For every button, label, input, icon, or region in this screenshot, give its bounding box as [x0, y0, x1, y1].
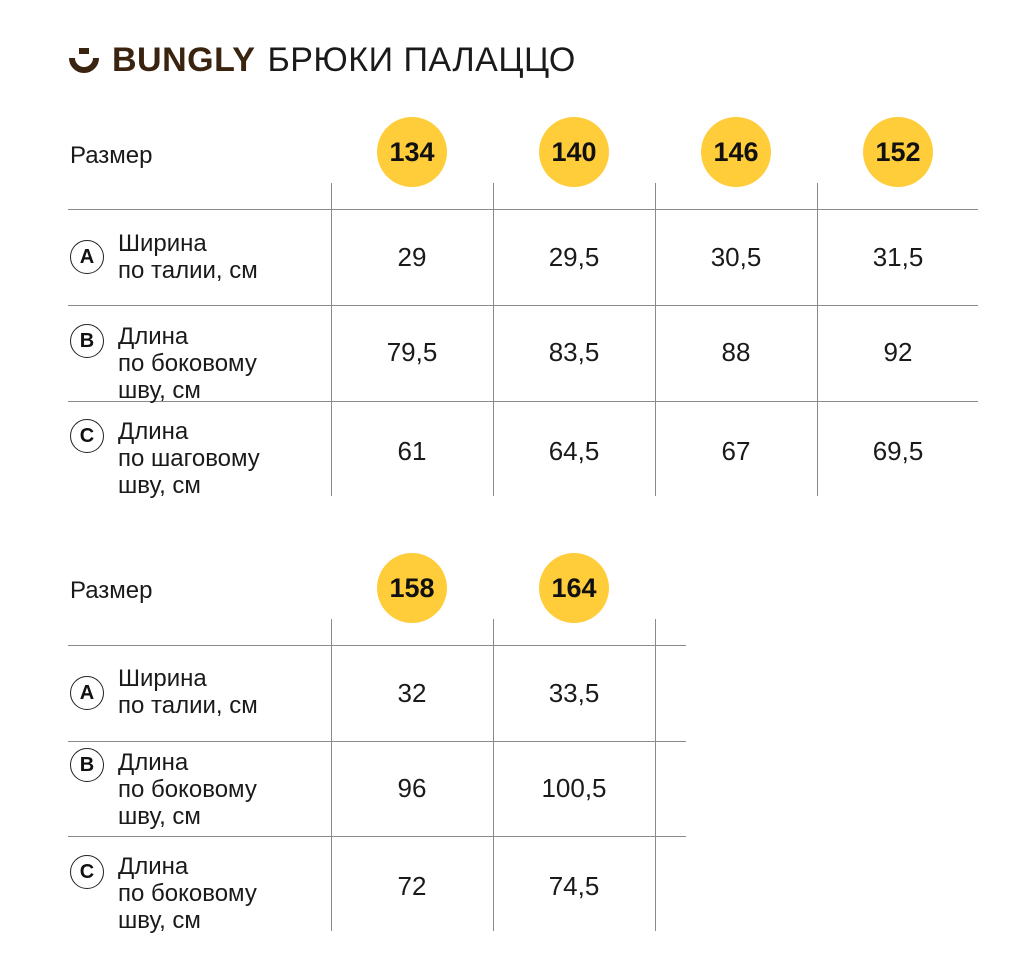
row-divider: [68, 836, 686, 837]
table-cell: 83,5: [548, 337, 600, 367]
table-cell: 61: [397, 436, 427, 466]
table-cell: 79,5: [386, 337, 438, 367]
table-cell: 69,5: [872, 436, 924, 466]
row-label: [118, 749, 257, 830]
table-cell: 88: [721, 337, 751, 367]
column-divider: [655, 619, 656, 931]
row-label-line: Длина: [118, 323, 189, 350]
row-label: [118, 665, 258, 719]
table-cell: 29: [397, 242, 427, 272]
row-label-line: Ширина: [118, 665, 207, 692]
row-letter-a: A: [70, 676, 104, 710]
table-cell: 32: [397, 678, 427, 708]
row-label-line: Длина: [118, 418, 189, 445]
header: [68, 38, 576, 82]
row-label-line: по боковому: [118, 776, 257, 803]
size-badge: 158: [377, 553, 447, 623]
size-label: Размер: [70, 577, 153, 604]
row-label: [118, 230, 258, 284]
row-label-line: шву, см: [118, 472, 201, 499]
row-label-line: Длина: [118, 749, 189, 776]
table-cell: 33,5: [548, 678, 600, 708]
table-cell: 64,5: [548, 436, 600, 466]
row-label-line: по талии, см: [118, 692, 258, 719]
size-badge: 146: [701, 117, 771, 187]
row-divider: [68, 209, 978, 210]
row-label: [118, 323, 257, 404]
row-divider: [68, 741, 686, 742]
table-cell: 67: [721, 436, 751, 466]
row-label-line: шву, см: [118, 907, 201, 934]
row-label-line: Длина: [118, 853, 189, 880]
row-letter-b: B: [70, 748, 104, 782]
bungly-logo-icon: [68, 44, 100, 76]
row-label-line: по шаговому: [118, 445, 260, 472]
table-cell: 31,5: [872, 242, 924, 272]
table-cell: 74,5: [548, 871, 600, 901]
row-letter-b: B: [70, 324, 104, 358]
table-cell: 100,5: [541, 773, 607, 803]
row-label-line: Ширина: [118, 230, 207, 257]
table-cell: 92: [883, 337, 913, 367]
row-label-line: по боковому: [118, 350, 257, 377]
table-cell: 29,5: [548, 242, 600, 272]
table-cell: 72: [397, 871, 427, 901]
table-cell: 30,5: [710, 242, 762, 272]
row-letter-c: C: [70, 419, 104, 453]
row-label-line: по боковому: [118, 880, 257, 907]
table-cell: 96: [397, 773, 427, 803]
row-label-line: по талии, см: [118, 257, 258, 284]
size-badge: 140: [539, 117, 609, 187]
row-label-line: шву, см: [118, 803, 201, 830]
size-label: Размер: [70, 142, 153, 169]
row-letter-c: C: [70, 855, 104, 889]
row-divider: [68, 645, 686, 646]
row-letter-a: A: [70, 240, 104, 274]
size-badge: 152: [863, 117, 933, 187]
row-label-line: шву, см: [118, 377, 201, 404]
size-badge: 164: [539, 553, 609, 623]
row-label: [118, 853, 257, 934]
row-divider: [68, 305, 978, 306]
row-label: [118, 418, 260, 499]
brand-name: BUNGLY: [112, 40, 256, 79]
page-title: БРЮКИ ПАЛАЦЦО: [267, 40, 576, 79]
size-badge: 134: [377, 117, 447, 187]
